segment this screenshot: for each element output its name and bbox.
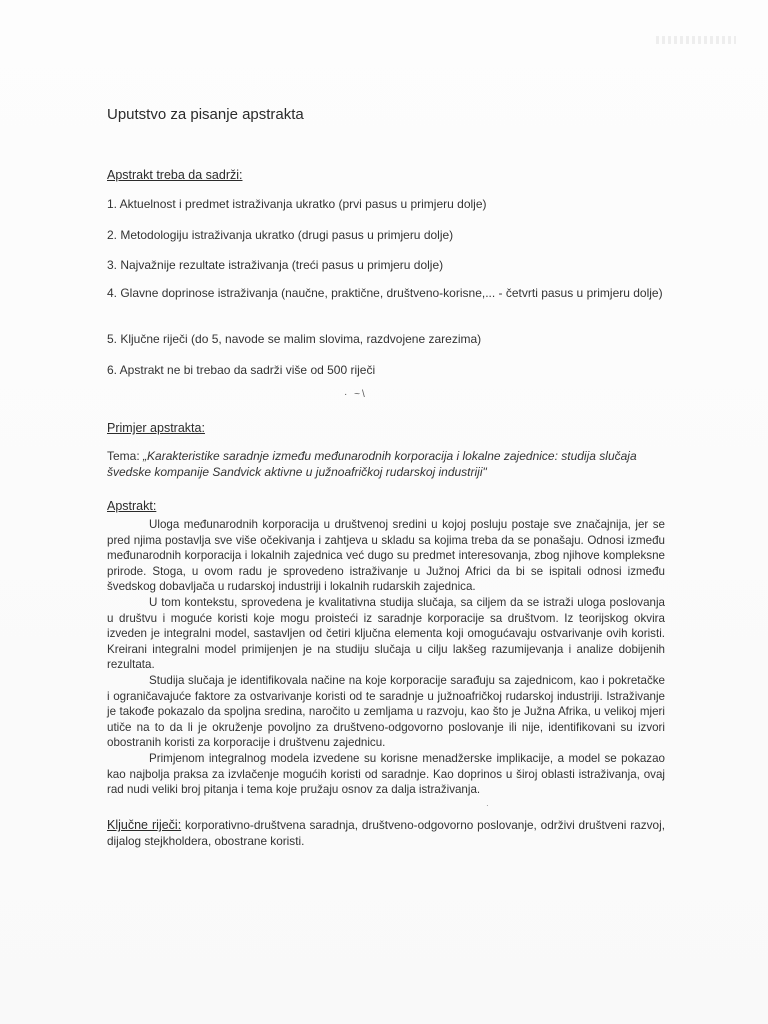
list-item: 2. Metodologiju istraživanja ukratko (drugi pasus u primjeru dolje) [107,228,454,242]
abstract-paragraph: Studija slučaja je identifikovala načine na koje korporacije sarađuju sa zajednicom, kao i pokretačke i ograničavajuće faktore za ostvarivanje koristi od te saradnje u južnoafričkoj rudarskoj industriji. Istraživanje je takođe pokazalo da spoljna sredina, naročito u zemljama u razvoju, kao što je Južna Afrika, u velikoj mjeri utiče na to da li je okruženje povoljno za društveno-odgovorno poslovanje ili nije, identifikovani su izvori obostranih koristi za korporacije i društvenu zajednicu. [107,673,665,750]
abstract-paragraph: Uloga međunarodnih korporacija u društvenoj sredini u kojoj posluju postaje sve značajnija, jer se pred njima postavlja sve više očekivanja i zahtjeva u skladu sa kojima treba da se ponašaju. Odnosi između međunarodnih korporacija i lokalnih zajednica već dugo su predmet interesovanja, zbog njihove kompleksne prirode. Stoga, u ovom radu je sprovedeno istraživanje u Južnoj Africi da bi se ispitali odnosi između švedskog dobavljača u rudarskoj industriji i lokalnih rudarskih zajednica. [107,518,665,594]
keywords-label: Ključne riječi: [107,818,182,832]
page-title: Uputstvo za pisanje apstrakta [107,106,304,123]
keywords-text: korporativno-društvena saradnja, društveno-odgovorno poslovanje, održivi društveni razvoj, dijalog stejkholdera, obostrane koristi. [107,818,665,848]
list-item: 5. Ključne riječi (do 5, navode se malim slovima, razdvojene zarezima) [107,332,482,346]
abstract-paragraph: Primjenom integralnog modela izvedene su korisne menadžerske implikacije, a model se pokazao kao najbolja praksa za izvlačenje mogućih koristi od saradnje. Kao doprinos u široj oblasti istraživanja, ovaj rad nudi veliki broj pitanja i tema koje pružaju osnov za dalja istraživanja. [107,751,665,797]
topic-title: „Karakteristike saradnje između međunarodnih korporacija i lokalne zajednice: studija slučaja švedske kompanije Sandvick aktivne u južnoafričkoj rudarskoj industriji" [107,449,637,479]
list-item: 4. Glavne doprinose istraživanja (naučne, praktične, društveno-korisne,... - četvrti pasus u primjeru dolje) [107,286,663,300]
contents-heading: Apstrakt treba da sadrži: [107,168,243,182]
keywords [107,817,665,849]
abstract-paragraph: U tom kontekstu, sprovedena je kvalitativna studija slučaja, sa ciljem da se istraži uloga poslovanja u društvu i moguće koristi koje mogu proisteći iz saradnje korporacije sa društvom. Iz teorijskog okvira izveden je integralni model, sastavljen od četiri ključna elementa koji omogućavaju ostvarivanje ovih koristi. Kreirani integralni model primijenjen je na studiju slučaja u cilju lakšeg razumijevanja i analize dobijenih rezultata. [107,595,665,672]
abstract-heading: Apstrakt: [107,499,157,513]
list-item: 6. Apstrakt ne bi trebao da sadrži više od 500 riječi [107,363,376,377]
example-heading: Primjer apstrakta: [107,421,205,435]
abstract-body [107,517,665,798]
list-item: 1. Aktuelnost i predmet istraživanja ukratko (prvi pasus u primjeru dolje) [107,197,487,211]
example-topic [107,448,667,480]
scan-artifact [656,36,736,44]
scan-dot: · [486,801,489,810]
stray-mark: · ~\ [344,389,367,400]
list-item: 3. Najvažnije rezultate istraživanja (treći pasus u primjeru dolje) [107,258,444,272]
topic-label: Tema: [107,449,140,463]
